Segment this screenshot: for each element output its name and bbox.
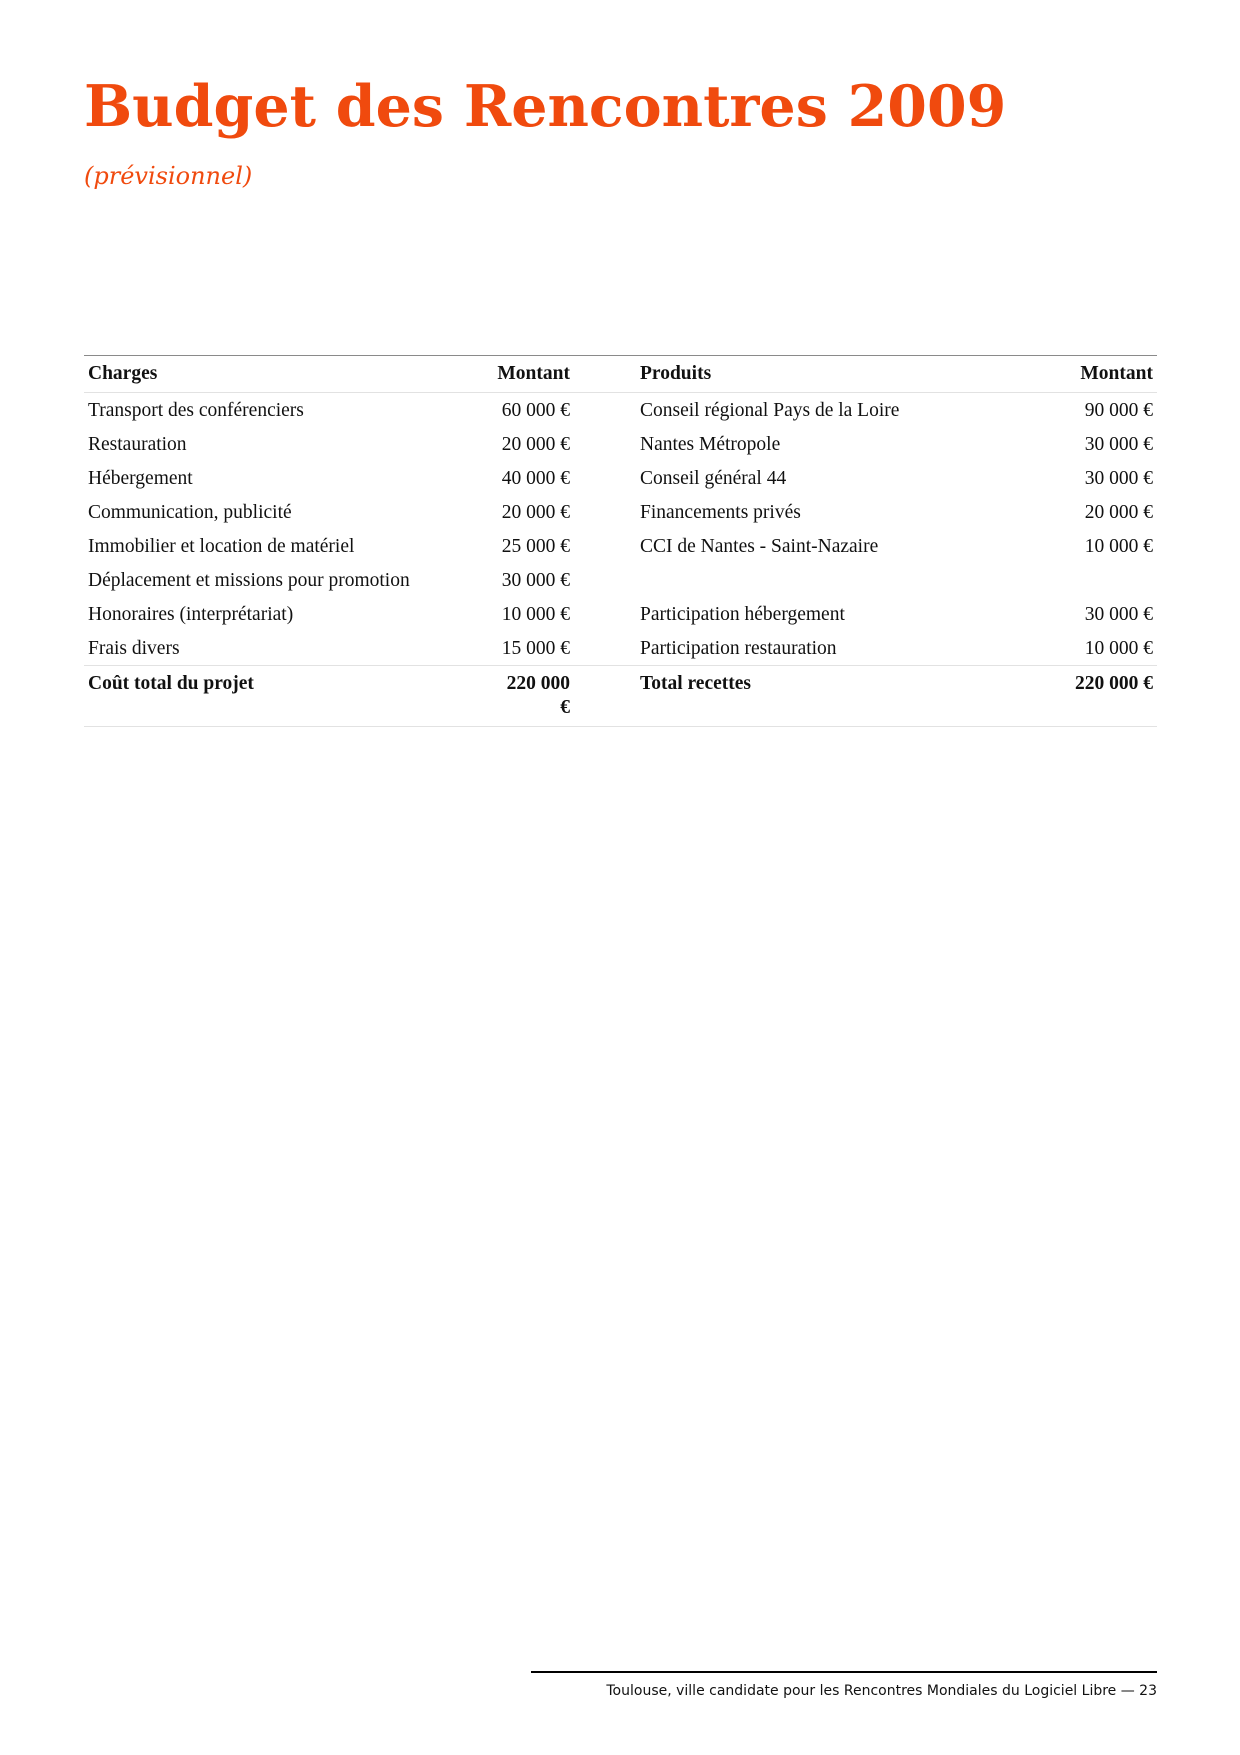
charge-label: Frais divers bbox=[88, 638, 180, 659]
charge-label: Restauration bbox=[88, 434, 187, 455]
charge-amount: 40 000 € bbox=[501, 468, 570, 489]
charge-label: Immobilier et location de matériel bbox=[88, 536, 355, 557]
produit-amount: 10 000 € bbox=[1084, 536, 1153, 557]
charge-amount: 10 000 € bbox=[501, 604, 570, 625]
column-gap bbox=[574, 461, 636, 495]
charges-total-label: Coût total du projet bbox=[88, 673, 254, 694]
footer-divider bbox=[531, 1671, 1157, 1673]
column-gap bbox=[574, 597, 636, 631]
column-gap bbox=[574, 529, 636, 563]
produit-amount bbox=[946, 563, 1157, 597]
produit-label: Participation hébergement bbox=[640, 604, 845, 625]
produit-label: CCI de Nantes - Saint-Nazaire bbox=[640, 536, 879, 557]
table-row bbox=[84, 495, 1157, 529]
charge-amount: 15 000 € bbox=[501, 638, 570, 659]
column-gap bbox=[574, 495, 636, 529]
page-title: Budget des Rencontres 2009 bbox=[84, 73, 1007, 140]
produit-label: Participation restauration bbox=[640, 638, 837, 659]
table-row bbox=[84, 563, 1157, 597]
column-gap bbox=[574, 427, 636, 461]
table-row bbox=[84, 393, 1157, 428]
header-produits: Produits bbox=[640, 363, 712, 384]
column-gap bbox=[574, 631, 636, 666]
table-header-row bbox=[84, 356, 1157, 393]
produits-total-amount: 220 000 € bbox=[1075, 673, 1153, 694]
produit-label: Financements privés bbox=[640, 502, 801, 523]
charge-label: Hébergement bbox=[88, 468, 193, 489]
table-row bbox=[84, 597, 1157, 631]
table-total-row bbox=[84, 666, 1157, 727]
produit-label: Conseil régional Pays de la Loire bbox=[640, 400, 900, 421]
produit-amount: 10 000 € bbox=[1084, 638, 1153, 659]
header-charges-amount: Montant bbox=[497, 363, 570, 384]
table-row bbox=[84, 529, 1157, 563]
produit-label: Nantes Métropole bbox=[640, 434, 781, 455]
header-charges: Charges bbox=[88, 363, 158, 384]
column-gap bbox=[574, 666, 636, 727]
produit-amount: 30 000 € bbox=[1084, 434, 1153, 455]
produit-amount: 30 000 € bbox=[1084, 604, 1153, 625]
header-produits-amount: Montant bbox=[1080, 363, 1153, 384]
budget-table bbox=[84, 355, 1157, 727]
header-gap bbox=[574, 356, 636, 393]
produits-total-label: Total recettes bbox=[640, 673, 752, 694]
charge-amount: 20 000 € bbox=[501, 502, 570, 523]
produit-label: Conseil général 44 bbox=[640, 468, 787, 489]
charge-amount: 30 000 € bbox=[501, 570, 570, 591]
produit-amount: 30 000 € bbox=[1084, 468, 1153, 489]
charge-label: Déplacement et missions pour promotion bbox=[88, 570, 410, 591]
column-gap bbox=[574, 563, 636, 597]
produit-amount: 90 000 € bbox=[1084, 400, 1153, 421]
page-footer: Toulouse, ville candidate pour les Rencontres Mondiales du Logiciel Libre — 23 bbox=[606, 1683, 1157, 1699]
charge-amount: 60 000 € bbox=[501, 400, 570, 421]
charge-label: Transport des conférenciers bbox=[88, 400, 304, 421]
charges-total-amount: 220 000 € bbox=[506, 673, 570, 718]
charge-label: Communication, publicité bbox=[88, 502, 292, 523]
column-gap bbox=[574, 393, 636, 428]
table-row bbox=[84, 461, 1157, 495]
charge-label: Honoraires (interprétariat) bbox=[88, 604, 294, 625]
table-row bbox=[84, 631, 1157, 666]
charge-amount: 20 000 € bbox=[501, 434, 570, 455]
page-subtitle: (prévisionnel) bbox=[84, 162, 253, 190]
charge-amount: 25 000 € bbox=[501, 536, 570, 557]
table-row bbox=[84, 427, 1157, 461]
produit-amount: 20 000 € bbox=[1084, 502, 1153, 523]
produit-label bbox=[636, 563, 946, 597]
